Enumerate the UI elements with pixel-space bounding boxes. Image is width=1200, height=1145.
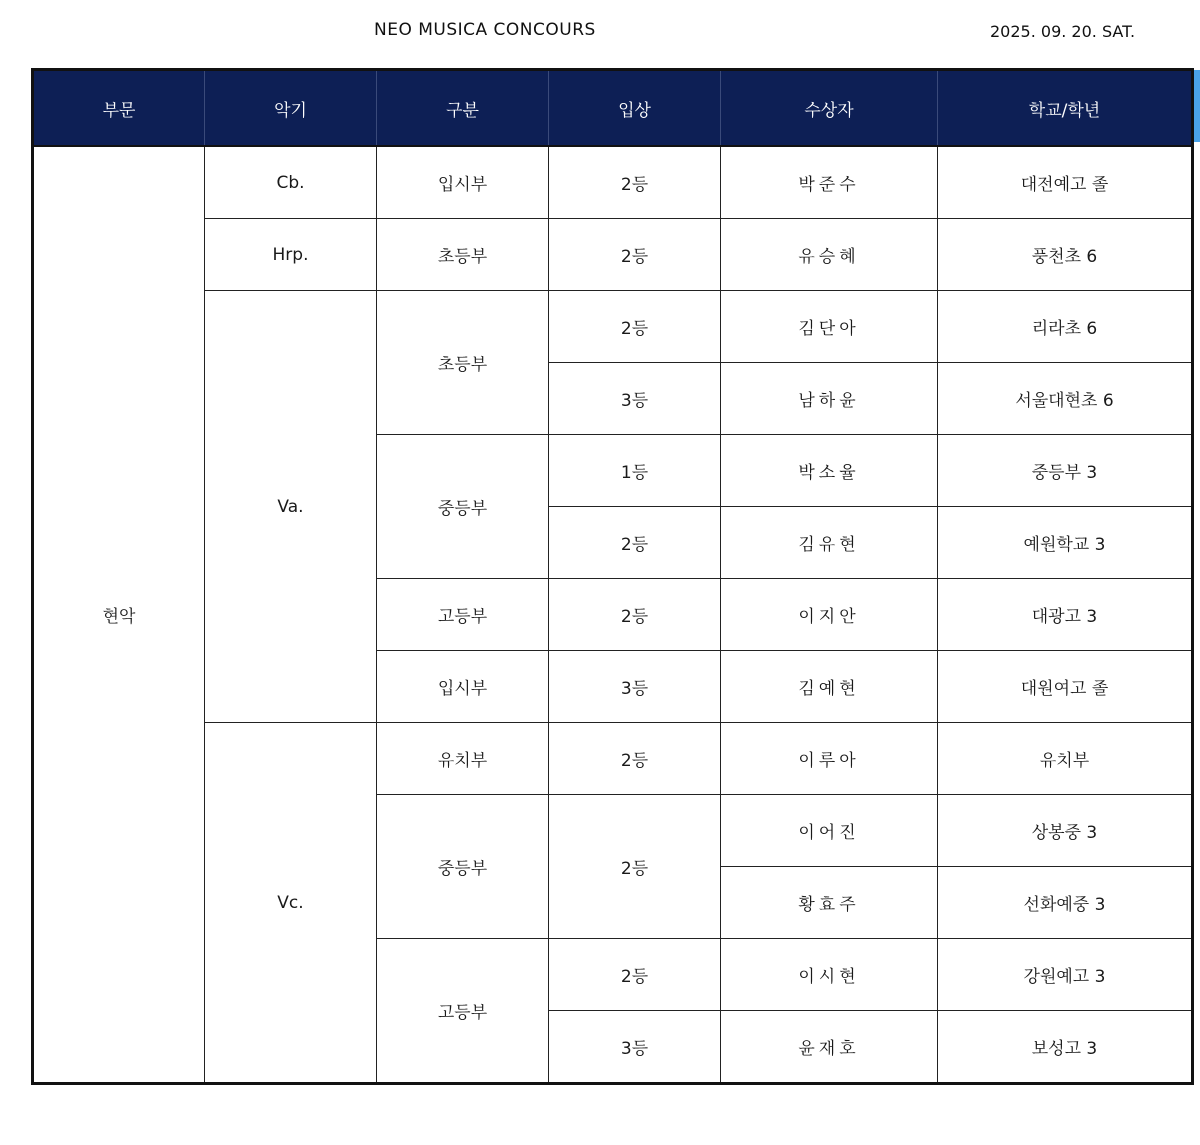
- winner-cell: 김유현: [721, 507, 938, 579]
- school-cell: 보성고 3: [938, 1011, 1193, 1084]
- winner-cell: 황효주: [721, 867, 938, 939]
- rank-cell: 2등: [549, 795, 721, 939]
- school-cell: 예원학교 3: [938, 507, 1193, 579]
- table-row: [33, 219, 1193, 291]
- header-rank: 입상: [549, 70, 721, 147]
- category-cell: 고등부: [377, 579, 549, 651]
- category-cell: 입시부: [377, 651, 549, 723]
- winner-cell: 이어진: [721, 795, 938, 867]
- rank-cell: 2등: [549, 579, 721, 651]
- category-cell: 유치부: [377, 723, 549, 795]
- rank-cell: 3등: [549, 651, 721, 723]
- rank-cell: 3등: [549, 1011, 721, 1084]
- school-cell: 강원예고 3: [938, 939, 1193, 1011]
- rank-cell: 2등: [549, 291, 721, 363]
- school-cell: 대광고 3: [938, 579, 1193, 651]
- rank-cell: 2등: [549, 507, 721, 579]
- results-table: [31, 68, 1194, 1085]
- school-cell: 서울대현초 6: [938, 363, 1193, 435]
- header-school: 학교/학년: [938, 70, 1193, 147]
- header-category: 구분: [377, 70, 549, 147]
- division-cell: 현악: [33, 146, 205, 1084]
- rank-cell: 2등: [549, 146, 721, 219]
- instrument-cell: Va.: [205, 291, 377, 723]
- table-row: [33, 723, 1193, 795]
- page-title: NEO MUSICA CONCOURS: [374, 20, 596, 40]
- rank-cell: 2등: [549, 219, 721, 291]
- category-cell: 입시부: [377, 146, 549, 219]
- winner-cell: 박소율: [721, 435, 938, 507]
- school-cell: 중등부 3: [938, 435, 1193, 507]
- rank-cell: 2등: [549, 723, 721, 795]
- rank-cell: 3등: [549, 363, 721, 435]
- school-cell: 리라초 6: [938, 291, 1193, 363]
- instrument-cell: Vc.: [205, 723, 377, 1084]
- category-cell: 초등부: [377, 219, 549, 291]
- school-cell: 상봉중 3: [938, 795, 1193, 867]
- winner-cell: 김단아: [721, 291, 938, 363]
- winner-cell: 김예현: [721, 651, 938, 723]
- table-row: [33, 291, 1193, 363]
- table-header: [33, 70, 1193, 147]
- header-winner: 수상자: [721, 70, 938, 147]
- school-cell: 선화예중 3: [938, 867, 1193, 939]
- winner-cell: 남하윤: [721, 363, 938, 435]
- instrument-cell: Hrp.: [205, 219, 377, 291]
- category-cell: 중등부: [377, 795, 549, 939]
- category-cell: 초등부: [377, 291, 549, 435]
- winner-cell: 박준수: [721, 146, 938, 219]
- winner-cell: 윤재호: [721, 1011, 938, 1084]
- header-division: 부문: [33, 70, 205, 147]
- header-row: [33, 70, 1193, 147]
- table-body: [33, 146, 1193, 1084]
- school-cell: 대전예고 졸: [938, 146, 1193, 219]
- table-row: [33, 146, 1193, 219]
- event-date: 2025. 09. 20. SAT.: [990, 22, 1136, 41]
- school-cell: 유치부: [938, 723, 1193, 795]
- category-cell: 고등부: [377, 939, 549, 1084]
- instrument-cell: Cb.: [205, 146, 377, 219]
- school-cell: 대원여고 졸: [938, 651, 1193, 723]
- rank-cell: 1등: [549, 435, 721, 507]
- winner-cell: 이시현: [721, 939, 938, 1011]
- winner-cell: 이루아: [721, 723, 938, 795]
- winner-cell: 유승혜: [721, 219, 938, 291]
- school-cell: 풍천초 6: [938, 219, 1193, 291]
- winner-cell: 이지안: [721, 579, 938, 651]
- rank-cell: 2등: [549, 939, 721, 1011]
- header-instrument: 악기: [205, 70, 377, 147]
- category-cell: 중등부: [377, 435, 549, 579]
